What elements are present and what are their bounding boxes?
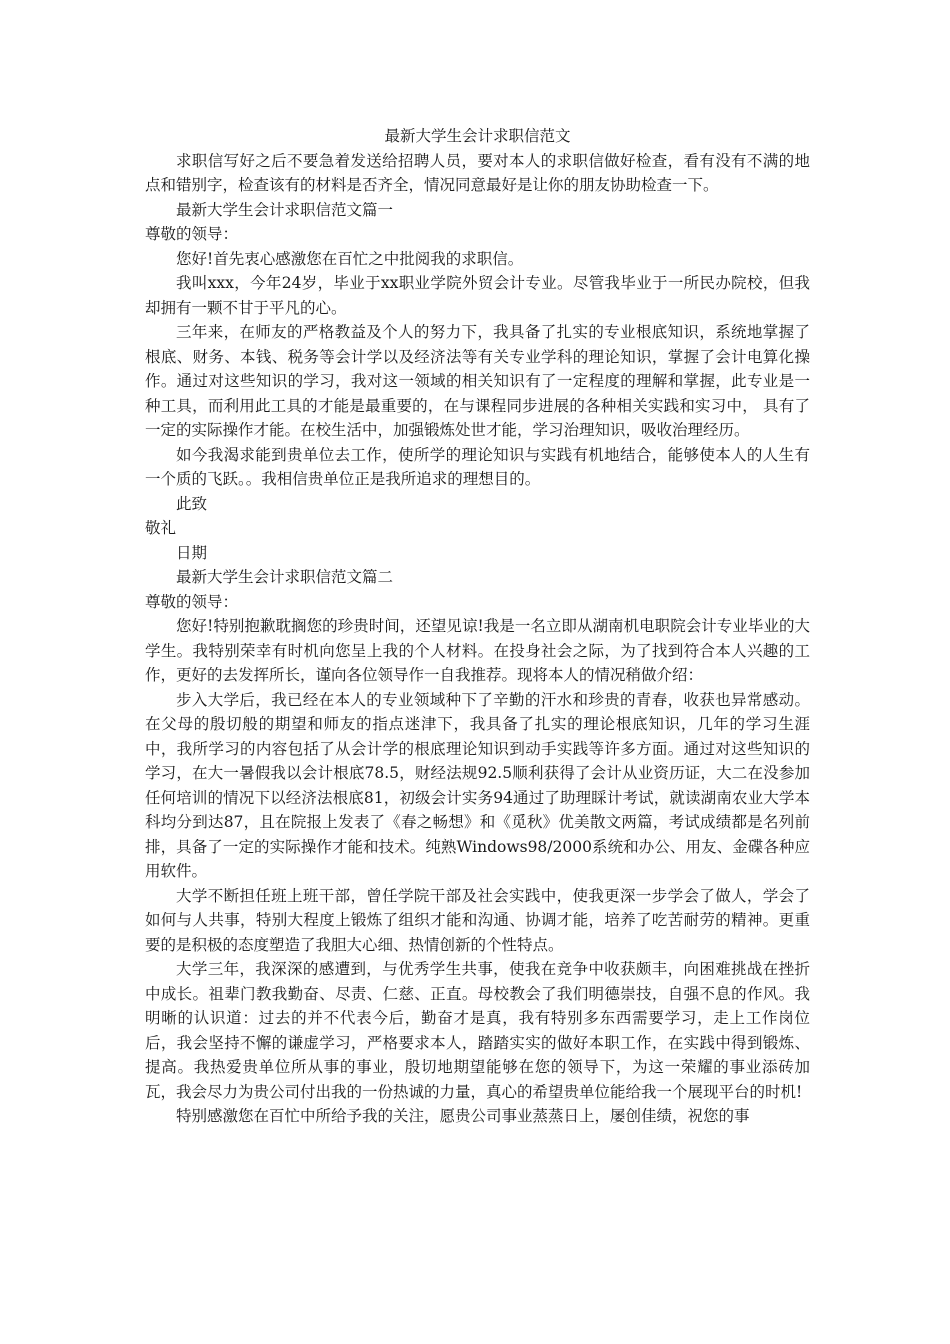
letter-1-paragraph: 三年来，在师友的严格教益及个人的努力下，我具备了扎实的专业根底知识，系统地掌握了根底、财务、本钱、税务等会计学以及经济法等有关专业学科的理论知识，掌握了会计电算化操作。通过对这些知识的学习，我对这一领域的相关知识有了一定程度的理解和掌握，此专业是一种工具，而利用此工具的才能是最重要的，在与课程同步进展的各种相关实践和实习中， 具有了一定的实际操作才能。在校生活中，加强锻炼处世才能，学习治理知识，吸收治理经历。	[145, 323, 810, 439]
document-page	[145, 124, 810, 1129]
letter-2-paragraph: 大学不断担任班上班干部，曾任学院干部及社会实践中，使我更深一步学会了做人，学会了如何与人共事，特别大程度上锻炼了组织才能和沟通、协调才能，培养了吃苦耐劳的精神。更重要的是积极的态度塑造了我胆大心细、热情创新的个性特点。	[145, 886, 810, 954]
letter-2-salutation: 尊敬的领导：	[145, 592, 239, 611]
letter-1-date: 日期	[176, 543, 208, 562]
letter-2-paragraph: 大学三年，我深深的感遭到，与优秀学生共事，使我在竞争中收获颇丰，向困难挑战在挫折中成长。祖辈门教我勤奋、尽责、仁慈、正直。母校教会了我们明德崇技，自强不息的作风。我明晰的认识道：过去的并不代表今后，勤奋才是真，我有特别多东西需要学习，走上工作岗位后，我会坚持不懈的谦虚学习，严格要求本人，踏踏实实的做好本职工作，在实践中得到锻炼、提高。我热爱贵单位所从事的事业，殷切地期望能够在您的领导下，为这一荣耀的事业添砖加瓦，我会尽力为贵公司付出我的一份热诚的力量，真心的希望贵单位能给我一个展现平台的时机!	[145, 960, 810, 1101]
letter-2-heading: 最新大学生会计求职信范文篇二	[176, 568, 394, 586]
letter-1-heading: 最新大学生会计求职信范文篇一	[176, 200, 394, 219]
intro-paragraph: 求职信写好之后不要急着发送给招聘人员，要对本人的求职信做好检查，看有没有不满的地点和错别字，检查该有的材料是否齐全，情况同意最好是让你的朋友协助检查一下。	[145, 151, 810, 194]
document-title: 最新大学生会计求职信范文	[384, 127, 571, 145]
letter-2-paragraph: 特别感激您在百忙中所给予我的关注，愿贵公司事业蒸蒸日上，屡创佳绩，祝您的事	[176, 1107, 750, 1125]
letter-1-paragraph: 如今我渴求能到贵单位去工作，使所学的理论知识与实践有机地结合，能够使本人的人生有一个质的飞跃。。我相信贵单位正是我所追求的理想目的。	[145, 445, 810, 488]
letter-2-paragraph: 步入大学后，我已经在本人的专业领域种下了辛勤的汗水和珍贵的青春，收获也异常感动。在父母的殷切般的期望和师友的指点迷津下，我具备了扎实的理论根底知识，几年的学习生涯中，我所学习的内容包括了从会计学的根底理论知识到动手实践等许多方面。通过对这些知识的学习，在大一暑假我以会计根底78.5，财经法规92.5顺利获得了会计从业资历证，大二在没参加任何培训的情况下以经济法根底81，初级会计实务94通过了助理睬计考试，就读湖南农业大学本科均分到达87，且在院报上发表了《春之畅想》和《觅秋》优美散文两篇，考试成绩都是名列前排，具备了一定的实际操作才能和技术。纯熟Windows98/2000系统和办公、用友、金碟各种应用软件。	[145, 690, 810, 880]
letter-1-closing: 此致	[176, 494, 208, 513]
letter-1-salutation: 尊敬的领导：	[145, 225, 239, 243]
letter-1-regards: 敬礼	[145, 519, 177, 537]
letter-2-paragraph: 您好!特别抱歉耽搁您的珍贵时间，还望见谅!我是一名立即从湖南机电职院会计专业毕业的大学生。我特别荣幸有时机向您呈上我的个人材料。在投身社会之际，为了找到符合本人兴趣的工作，更好的去发挥所长，谨向各位领导作一自我推荐。现将本人的情况稍做介绍：	[145, 617, 810, 684]
letter-1-paragraph: 我叫xxx，今年24岁，毕业于xx职业学院外贸会计专业。尽管我毕业于一所民办院校，但我却拥有一颗不甘于平凡的心。	[145, 274, 810, 317]
letter-1-paragraph: 您好!首先衷心感激您在百忙之中批阅我的求职信。	[176, 249, 524, 268]
